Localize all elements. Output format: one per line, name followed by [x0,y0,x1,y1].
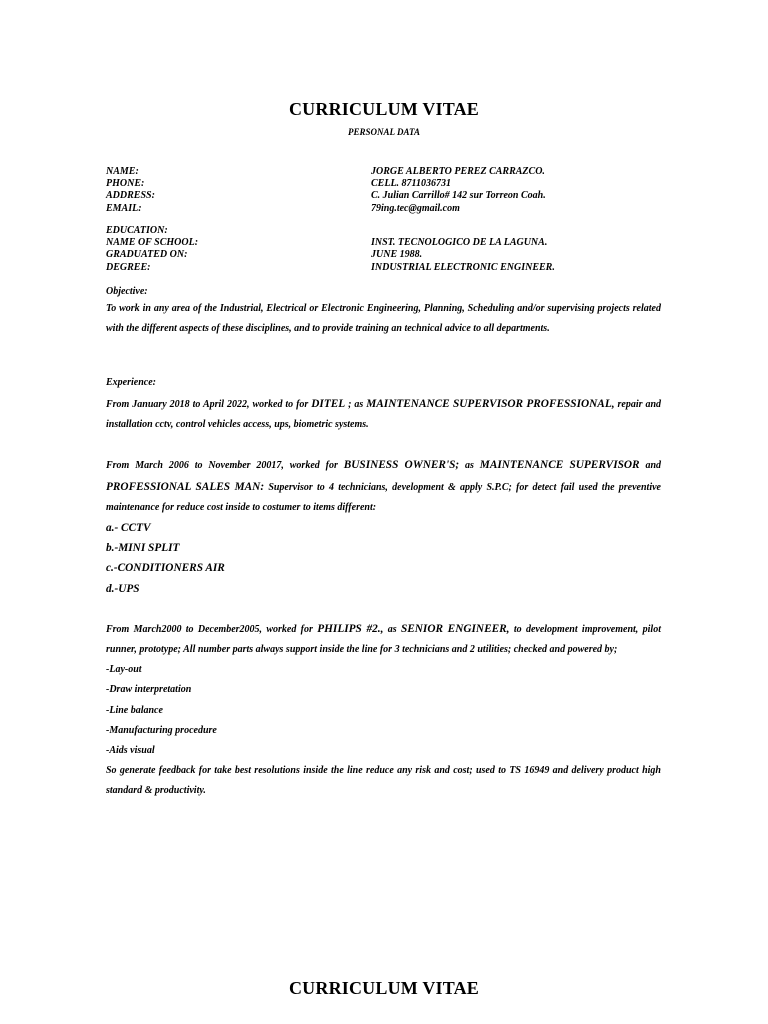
data-row [106,237,555,249]
objective-section [106,285,661,339]
field-value: JUNE 1988. [371,249,423,261]
job-text: From January 2018 to April 2022, worked to for [106,399,312,410]
job-text: repair and installation cctv, control vehicles access, ups, biometric systems. [106,399,661,431]
field-label: EMAIL: [106,202,142,214]
document-title-next-page: CURRICULUM VITAE [288,978,480,998]
field-label: NAME: [106,166,139,177]
job-text: From March 2006 to November 20017, worked for [106,460,344,472]
section-subtitle: PERSONAL DATA [348,127,420,137]
data-row [106,262,555,274]
field-label: PHONE: [106,178,145,190]
company-name: PHILIPS #2., [317,622,384,635]
list-item: -Draw interpretation [106,684,192,696]
company-name: DITEL [311,398,346,410]
job-text: From March2000 to December2005, worked for [106,623,318,635]
data-row [106,166,546,178]
job-text: and [639,460,661,472]
field-label: ADDRESS: [106,190,155,202]
data-row [106,249,555,261]
field-value: C. Julian Carrillo# 142 sur Torreon Coah. [371,190,546,202]
data-row [106,190,546,202]
job-text: to development improvement, pilot runner, prototype; All number parts always support inside the line for 3 technicians and 2 utilities; checked and powered by; [106,623,661,656]
job-text: Supervisor to 4 technicians, development & apply S.P.C; for detect fail used the preventive maintenance for reduce cost inside to costumer to items different: [106,481,661,513]
field-label: GRADUATED ON: [106,249,188,261]
job-role: MAINTENANCE SUPERVISOR [479,459,640,472]
list-item: -Manufacturing procedure [106,724,217,736]
field-label: EDUCATION: [106,225,168,236]
list-item: c.-CONDITIONERS AIR [106,562,225,575]
list-item: -Lay-out [106,664,142,676]
field-label: DEGREE: [106,261,151,273]
experience-heading: Experience: [106,377,156,388]
objective-text: To work in any area of the Industrial, Electrical or Electronic Engineering, Planning, Scheduling and/or supervising projects related with the different aspects of these disciplines, and to provide training an technical advice to all departments. [106,303,661,335]
job-role: SENIOR ENGINEER, [400,622,510,635]
closing-text: So generate feedback for take best resolutions inside the line reduce any risk and cost; used to TS 16949 and delivery product high standard & productivity. [106,765,661,797]
job-role: MAINTENANCE SUPERVISOR PROFESSIONAL, [366,398,615,410]
data-row [106,203,546,215]
field-value: 79ing.tec@gmail.com [371,202,460,214]
job-text: ; as [345,399,367,410]
job-ditel [106,394,661,435]
job-role: PROFESSIONAL SALES MAN: [106,480,265,493]
job-text: as [383,623,401,635]
field-label: NAME OF SCHOOL: [106,237,199,249]
job-philips [106,619,661,660]
experience-section [106,376,661,802]
field-value: JORGE ALBERTO PEREZ CARRAZCO. [371,166,545,177]
field-value: INST. TECNOLOGICO DE LA LAGUNA. [371,237,548,249]
document-title: CURRICULUM VITAE [288,99,480,119]
list-item: b.-MINI SPLIT [106,542,180,555]
list-item: a.- CCTV [106,522,151,535]
field-value: INDUSTRIAL ELECTRONIC ENGINEER. [371,261,555,273]
list-item: -Line balance [106,704,163,716]
data-row [106,178,546,190]
personal-data-block [106,166,546,215]
job-business-owners [106,455,661,518]
education-block [106,225,555,274]
data-row [106,225,555,237]
list-item: -Aids visual [106,745,155,757]
list-item: d.-UPS [106,582,140,595]
field-value: CELL. 8711036731 [371,178,452,190]
objective-heading: Objective: [106,286,148,297]
company-name: BUSINESS OWNER'S; [343,459,460,472]
job-text: as [459,460,480,472]
